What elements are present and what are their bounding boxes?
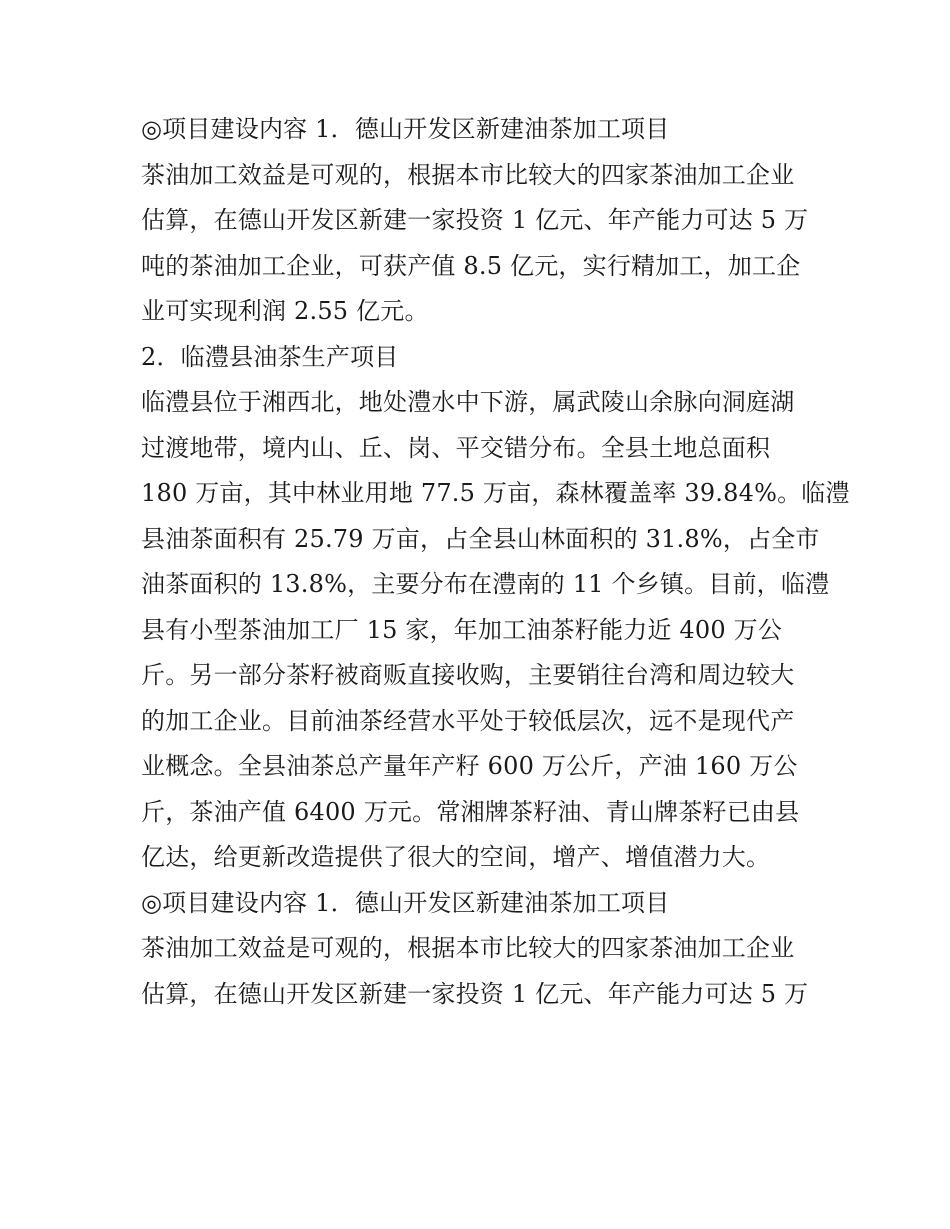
- text-line: 临澧县位于湘西北，地处澧水中下游，属武陵山余脉向洞庭湖: [141, 388, 795, 416]
- text-line: 茶油加工效益是可观的，根据本市比较大的四家茶油加工企业: [141, 160, 795, 189]
- text-line: 业可实现利润 2.55 亿元。: [141, 297, 429, 325]
- text-line: 油茶面积的 13.8%，主要分布在澧南的 11 个乡镇。目前，临澧: [141, 570, 830, 598]
- text-line: 的加工企业。目前油茶经营水平处于较低层次，远不是现代产: [141, 706, 795, 735]
- text-line: 县有小型茶油加工厂 15 家，年加工油茶籽能力近 400 万公: [141, 615, 783, 644]
- text-line: 估算，在德山开发区新建一家投资 1 亿元、年产能力可达 5 万: [141, 979, 809, 1008]
- text-line: 县油茶面积有 25.79 万亩，占全县山林面积的 31.8%，占全市: [141, 524, 820, 553]
- section-heading: 2．临澧县油茶生产项目: [141, 342, 399, 371]
- text-line: 过渡地带，境内山、丘、岗、平交错分布。全县土地总面积: [141, 433, 771, 462]
- text-line: 吨的茶油加工企业，可获产值 8.5 亿元，实行精加工，加工企: [141, 251, 801, 280]
- section-heading: ◎项目建设内容 1．德山开发区新建油茶加工项目: [141, 115, 670, 143]
- text-line: 估算，在德山开发区新建一家投资 1 亿元、年产能力可达 5 万: [141, 206, 809, 234]
- section-heading: ◎项目建设内容 1．德山开发区新建油茶加工项目: [141, 888, 670, 917]
- text-line: 茶油加工效益是可观的，根据本市比较大的四家茶油加工企业: [141, 934, 795, 962]
- text-line: 亿达，给更新改造提供了很大的空间，增产、增值潜力大。: [141, 843, 771, 871]
- text-line: 180 万亩，其中林业用地 77.5 万亩，森林覆盖率 39.84%。临澧: [141, 479, 850, 507]
- text-line: 业概念。全县油茶总产量年产籽 600 万公斤，产油 160 万公: [141, 752, 798, 780]
- body-text: [141, 107, 850, 1017]
- text-line: 斤，茶油产值 6400 万元。常湘牌茶籽油、青山牌茶籽已由县: [141, 797, 800, 826]
- text-line: 斤。另一部分茶籽被商贩直接收购，主要销往台湾和周边较大: [141, 661, 795, 689]
